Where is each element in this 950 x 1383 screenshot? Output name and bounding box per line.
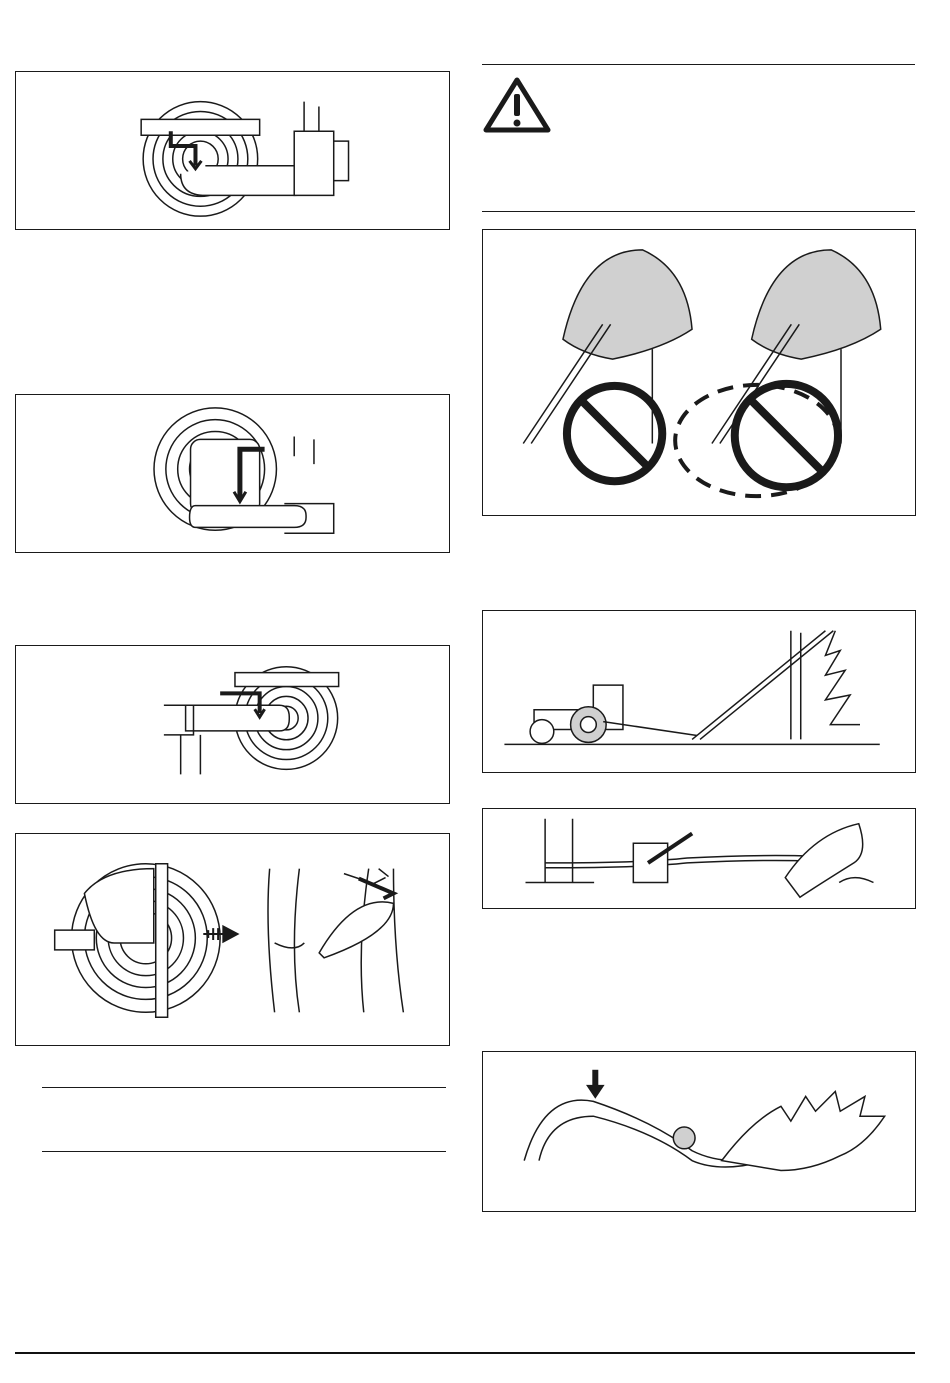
figure-no-entangled-work: [482, 229, 916, 516]
figure-breaking-bar: [15, 833, 450, 1046]
bent-tree-tension-icon: [483, 1052, 915, 1211]
figure-tractor-pull: [482, 610, 916, 773]
prohibited-felling-icon: [483, 230, 915, 515]
log-with-chainsaw-icon: [16, 646, 449, 803]
log-and-tree-bar-icon: [16, 834, 449, 1045]
log-with-chainsaw-icon: [16, 395, 449, 552]
figure-log-top-cut: [15, 394, 450, 553]
figure-bent-tree: [482, 1051, 916, 1212]
divider-rule: [42, 1151, 446, 1152]
tractor-winch-icon: [483, 611, 915, 772]
warning-top-rule: [482, 64, 915, 65]
figure-log-underside-cut: [15, 71, 450, 230]
log-with-chainsaw-icon: [16, 72, 449, 229]
figure-log-reverse-cut: [15, 645, 450, 804]
warning-triangle-icon: [482, 76, 552, 134]
figure-winch-anchor: [482, 808, 916, 909]
warning-bottom-rule: [482, 211, 915, 212]
page-bottom-rule: [15, 1352, 915, 1354]
winch-anchor-icon: [483, 809, 915, 908]
divider-rule: [42, 1087, 446, 1088]
